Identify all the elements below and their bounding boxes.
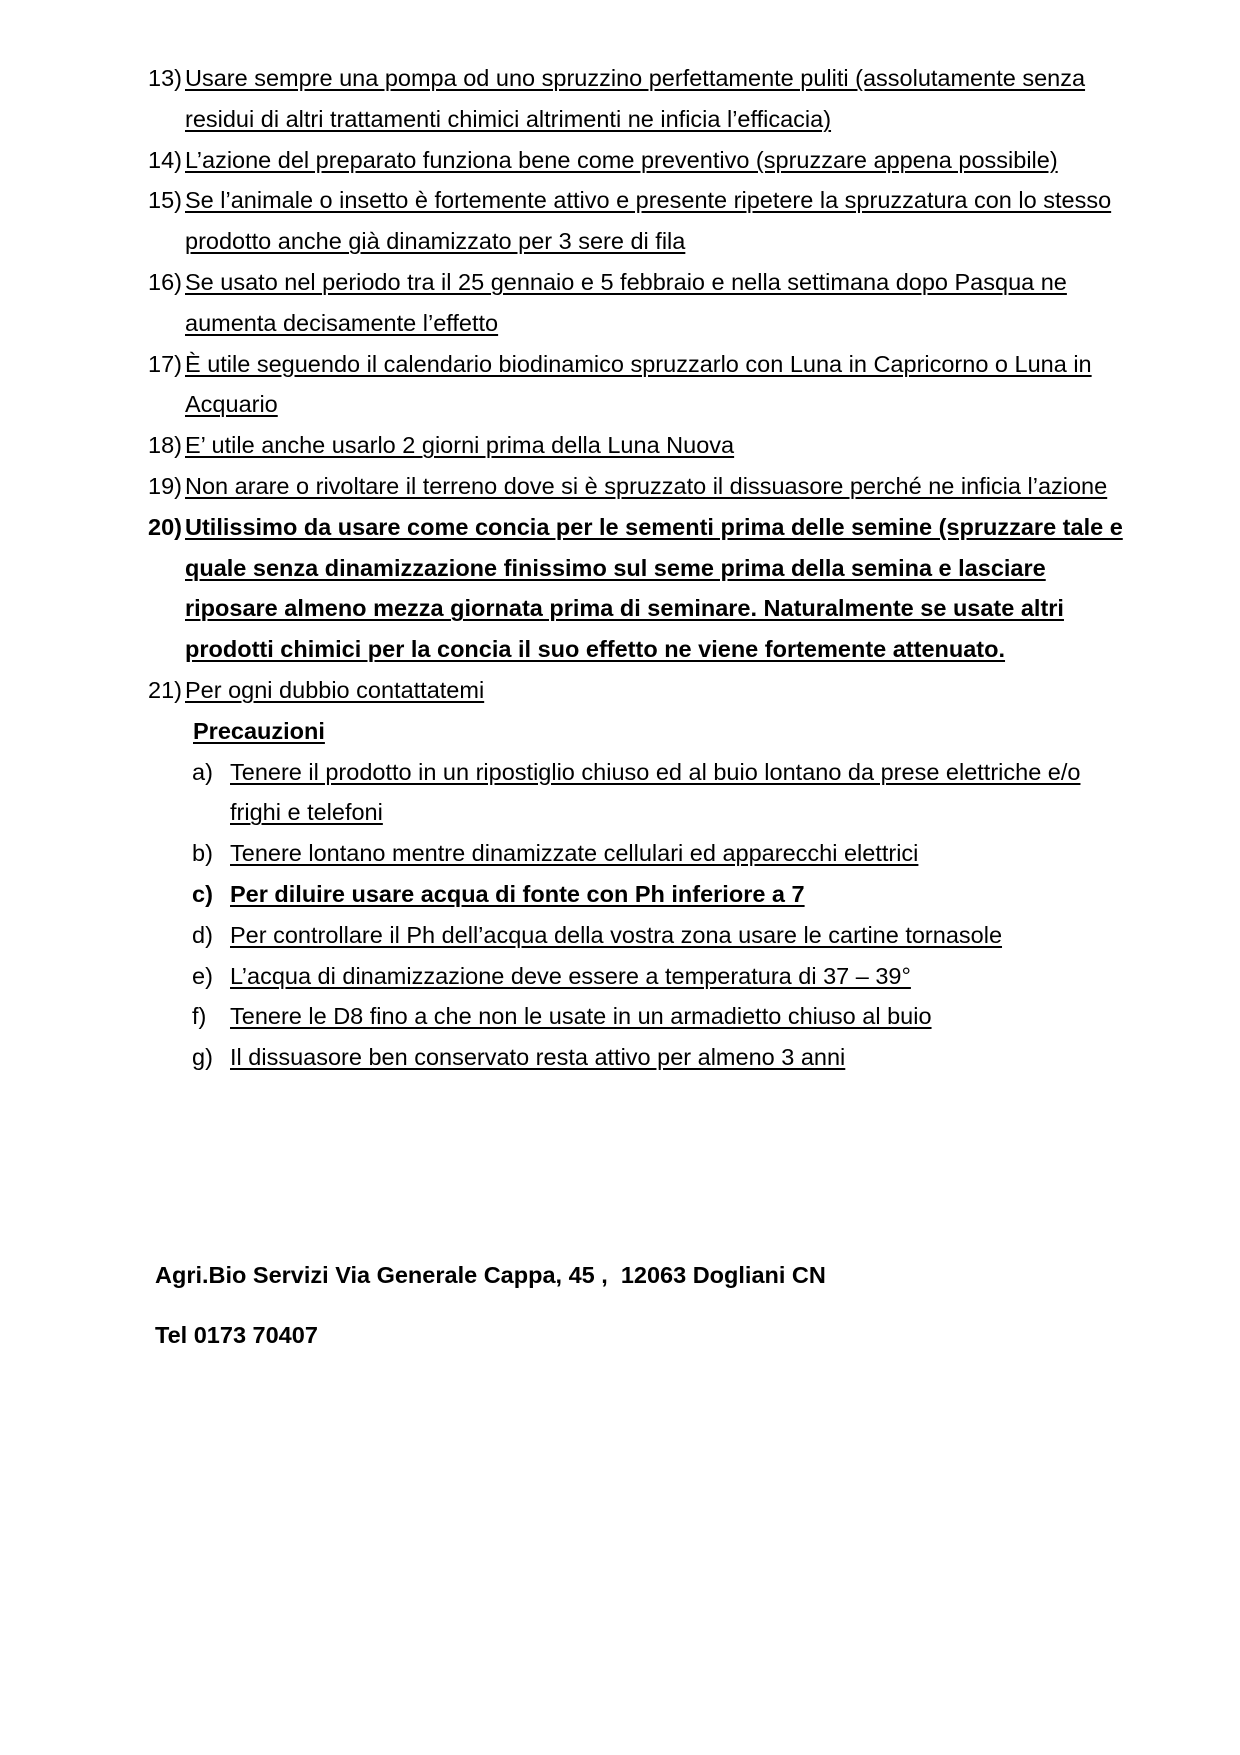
instruction-item-16 bbox=[148, 262, 1128, 344]
item-text: Per diluire usare acqua di fonte con Ph inferiore a 7 bbox=[230, 880, 805, 907]
instruction-item-21 bbox=[148, 670, 1128, 711]
precauzione-item-c bbox=[148, 874, 1128, 915]
precauzione-item-g bbox=[148, 1037, 1128, 1078]
company-phone: Tel 0173 70407 bbox=[155, 1322, 318, 1348]
instruction-item-13 bbox=[148, 58, 1128, 140]
precauzione-item-b bbox=[148, 833, 1128, 874]
item-letter: a) bbox=[192, 758, 213, 785]
precauzioni-section bbox=[148, 711, 1128, 1078]
item-text: L’azione del preparato funziona bene come preventivo (spruzzare appena possibile) bbox=[185, 146, 1058, 173]
item-letter: c) bbox=[192, 880, 213, 907]
item-text: Tenere il prodotto in un ripostiglio chiuso ed al buio lontano da prese elettriche e/o frighi e telefoni bbox=[230, 758, 1081, 826]
item-text: Non arare o rivoltare il terreno dove si è spruzzato il dissuasore perché ne inficia l’azione bbox=[185, 472, 1108, 499]
item-text: Utilissimo da usare come concia per le sementi prima delle semine (spruzzare tale e quale senza dinamizzazione finissimo sul seme prima della semina e lasciare riposare almeno mezza giornata prima di seminare. Naturalmente se usate altri prodotti chimici per la concia il suo effetto ne viene fortemente attenuato. bbox=[185, 513, 1123, 663]
company-address: Agri.Bio Servizi Via Generale Cappa, 45 , 12063 Dogliani CN bbox=[155, 1262, 826, 1288]
item-letter: d) bbox=[192, 921, 213, 948]
instruction-item-19 bbox=[148, 466, 1128, 507]
item-text: Per ogni dubbio contattatemi bbox=[185, 676, 485, 703]
item-number: 16) bbox=[148, 268, 182, 295]
instruction-item-14 bbox=[148, 140, 1128, 181]
item-letter: b) bbox=[192, 840, 213, 867]
item-text: Il dissuasore ben conservato resta attivo per almeno 3 anni bbox=[230, 1044, 846, 1071]
item-text: Se usato nel periodo tra il 25 gennaio e 5 febbraio e nella settimana dopo Pasqua ne aumenta decisamente l’effetto bbox=[185, 268, 1067, 336]
precauzione-item-d bbox=[148, 915, 1128, 956]
item-text: Usare sempre una pompa od uno spruzzino perfettamente puliti (assolutamente senza residui di altri trattamenti chimici altrimenti ne inficia l’efficacia) bbox=[185, 65, 1086, 132]
instruction-item-17 bbox=[148, 344, 1128, 426]
numbered-instructions-list bbox=[148, 58, 1128, 1078]
item-text: Per controllare il Ph dell’acqua della vostra zona usare le cartine tornasole bbox=[230, 921, 1003, 948]
instruction-item-15 bbox=[148, 180, 1128, 262]
item-letter: e) bbox=[192, 962, 213, 989]
precauzione-item-e bbox=[148, 956, 1128, 997]
precauzione-item-f bbox=[148, 996, 1128, 1037]
item-number: 20) bbox=[148, 513, 182, 540]
precauzioni-heading: Precauzioni bbox=[193, 717, 325, 744]
item-number: 14) bbox=[148, 146, 182, 173]
item-text: Tenere lontano mentre dinamizzate cellulari ed apparecchi elettrici bbox=[230, 840, 919, 867]
item-number: 13) bbox=[148, 65, 182, 91]
item-text: L’acqua di dinamizzazione deve essere a temperatura di 37 – 39° bbox=[230, 962, 911, 989]
item-number: 21) bbox=[148, 676, 182, 703]
precauzione-item-a bbox=[148, 752, 1128, 834]
item-letter: f) bbox=[192, 1003, 207, 1030]
item-number: 18) bbox=[148, 432, 182, 459]
precauzioni-list bbox=[148, 752, 1128, 1078]
item-number: 19) bbox=[148, 472, 182, 499]
item-letter: g) bbox=[192, 1044, 213, 1071]
item-text: È utile seguendo il calendario biodinamico spruzzarlo con Luna in Capricorno o Luna in Acquario bbox=[185, 350, 1092, 418]
instruction-item-18 bbox=[148, 425, 1128, 466]
item-text: Tenere le D8 fino a che non le usate in un armadietto chiuso al buio bbox=[230, 1003, 932, 1030]
instruction-item-20 bbox=[148, 507, 1128, 670]
item-text: Se l’animale o insetto è fortemente attivo e presente ripetere la spruzzatura con lo stesso prodotto anche già dinamizzato per 3 sere di fila bbox=[185, 187, 1112, 255]
item-text: E’ utile anche usarlo 2 giorni prima della Luna Nuova bbox=[185, 432, 735, 459]
item-number: 17) bbox=[148, 350, 182, 377]
item-number: 15) bbox=[148, 187, 182, 214]
